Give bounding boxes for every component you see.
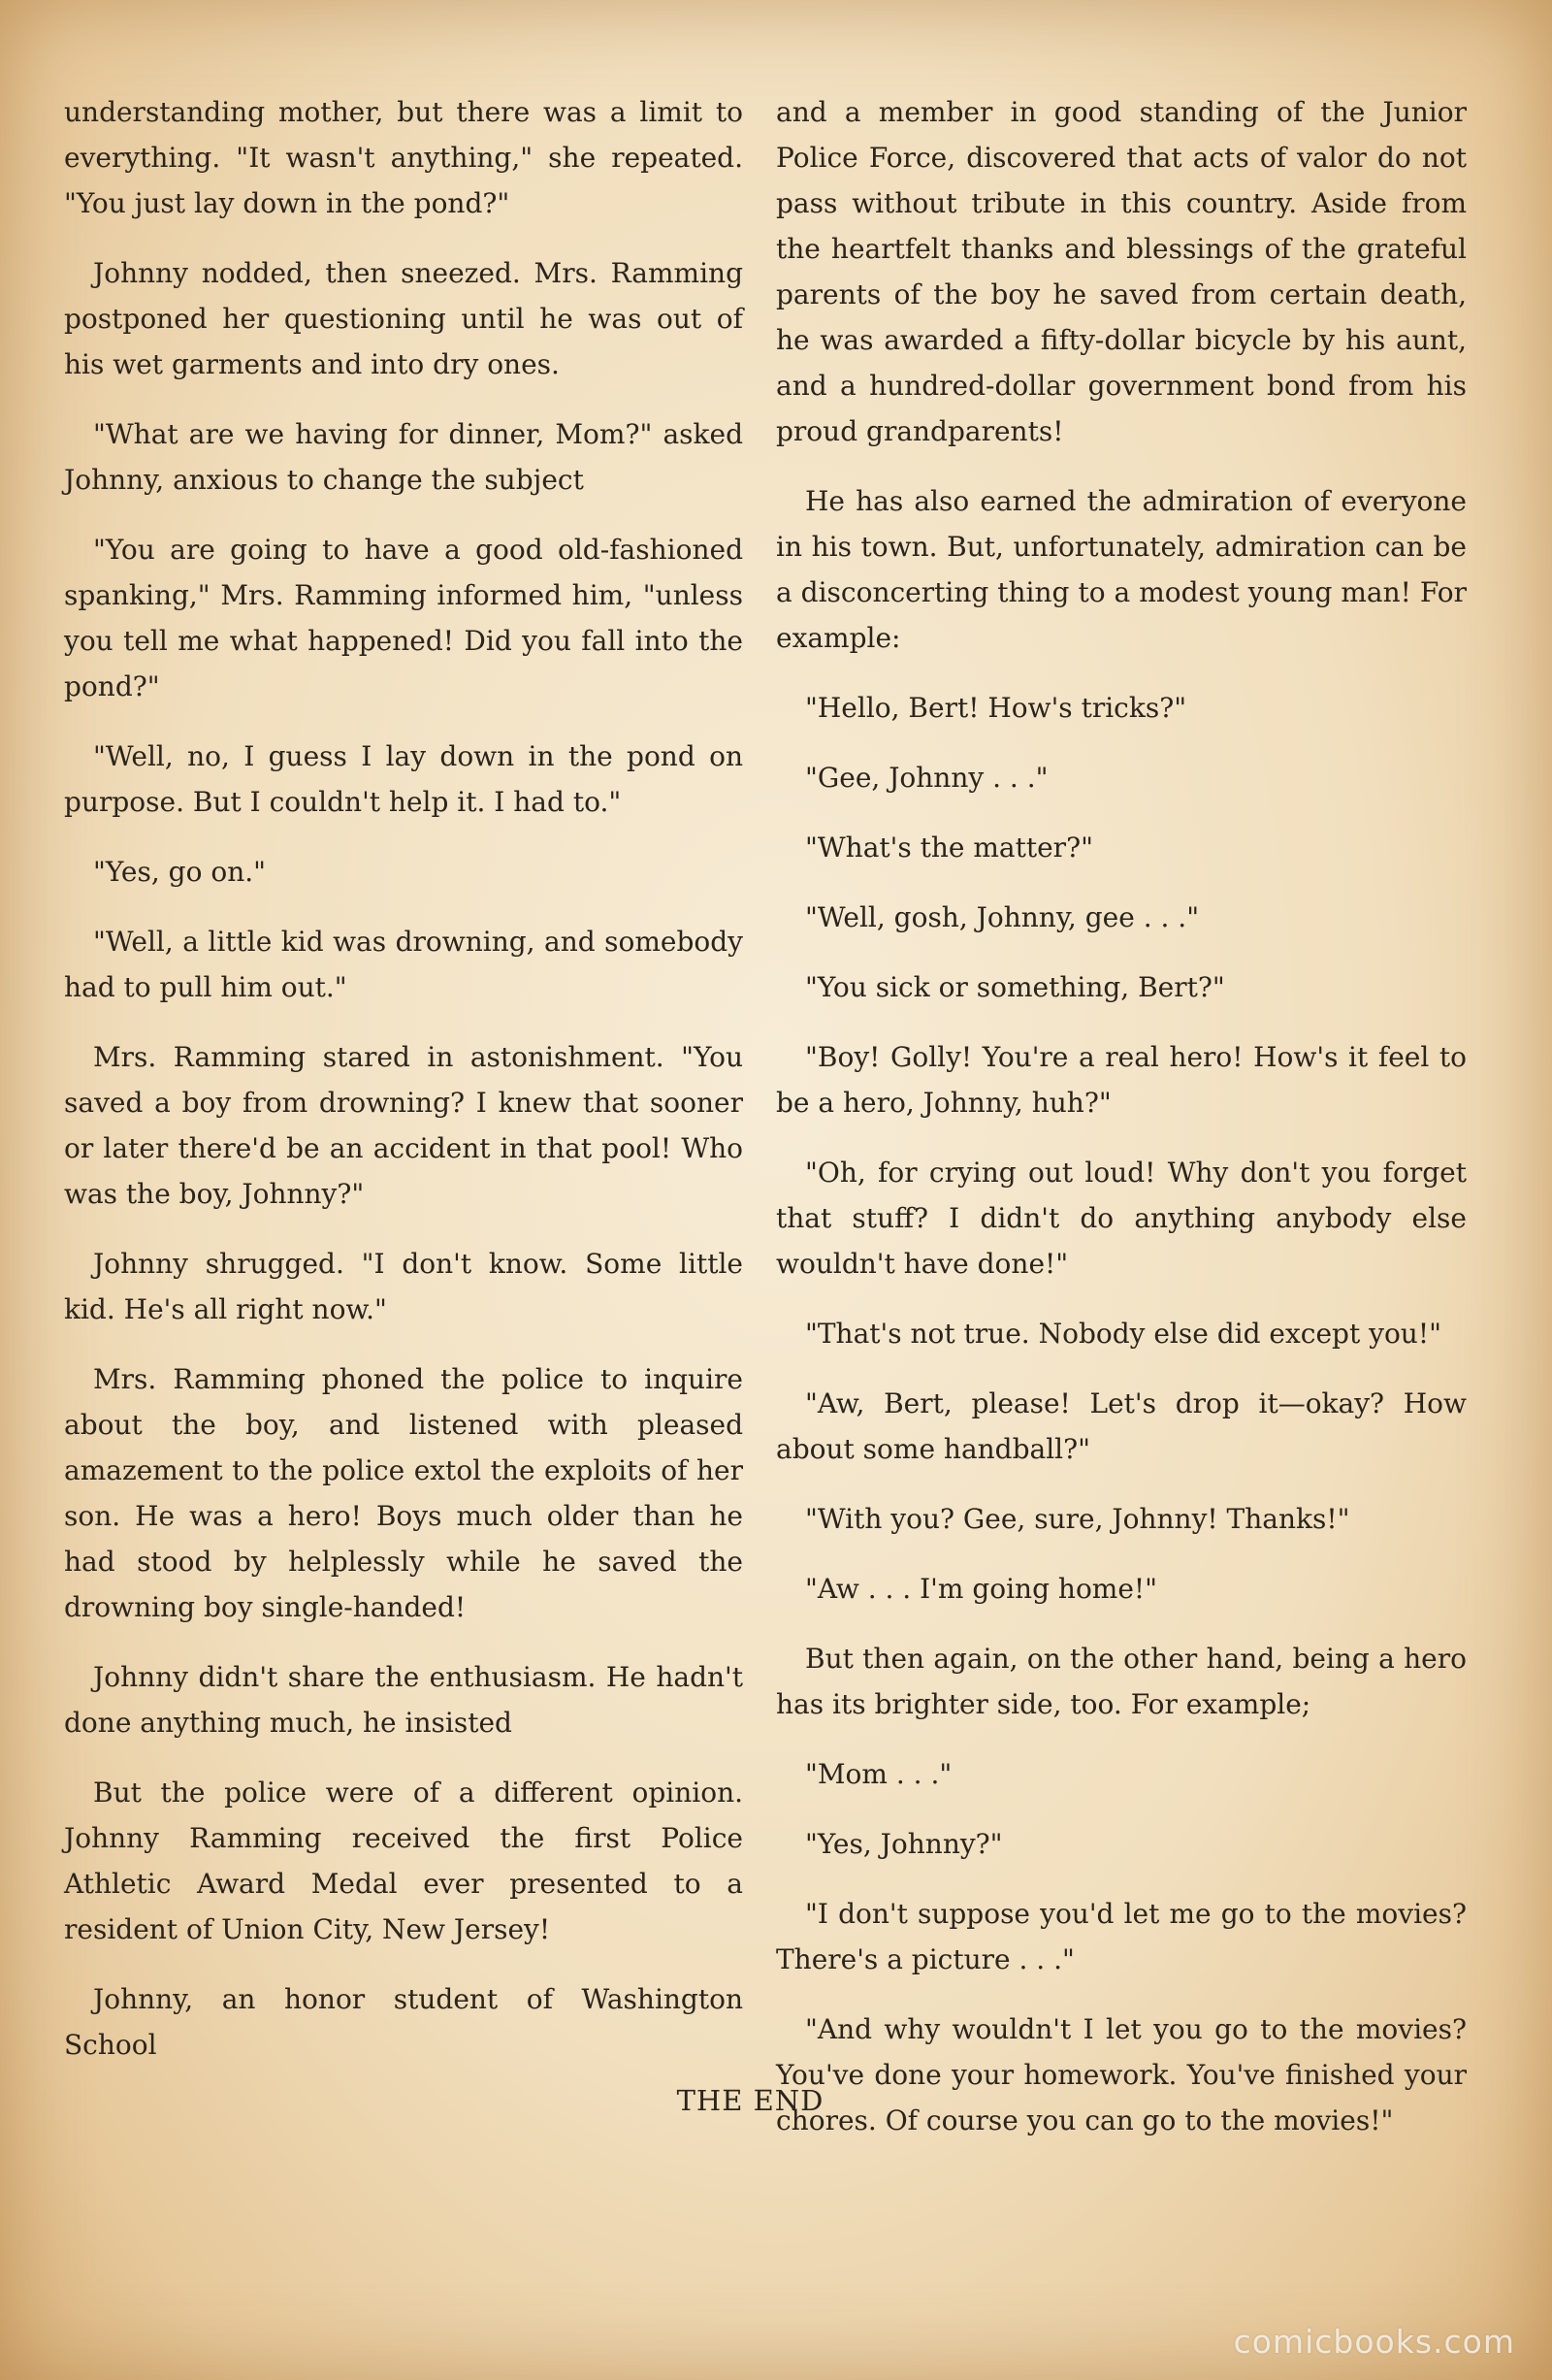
site-watermark: comicbooks.com xyxy=(1233,2323,1515,2361)
paragraph: But then again, on the other hand, being a hero has its brighter side, too. For example; xyxy=(776,1643,1467,1720)
paragraph: "You are going to have a good old-fashioned spanking," Mrs. Ramming informed him, "unless you tell me what happened! Did you fall into the pond?" xyxy=(64,534,743,702)
paragraph: "I don't suppose you'd let me go to the movies? There's a picture . . ." xyxy=(776,1898,1467,1975)
paragraph: "Boy! Golly! You're a real hero! How's it feel to be a hero, Johnny, huh?" xyxy=(776,1041,1467,1119)
paragraph: "You sick or something, Bert?" xyxy=(805,971,1225,1003)
right-text-column xyxy=(776,89,1467,2168)
paragraph: understanding mother, but there was a limit to everything. "It wasn't anything," she repeated. "You just lay down in the pond?" xyxy=(64,96,743,219)
paragraph: "Yes, go on." xyxy=(93,856,267,888)
paragraph: "Mom . . ." xyxy=(805,1758,953,1790)
paragraph: He has also earned the admiration of everyone in his town. But, unfortunately, admiration can be a disconcerting thing to a modest young man! For example: xyxy=(776,485,1467,654)
paragraph: "With you? Gee, sure, Johnny! Thanks!" xyxy=(805,1503,1350,1535)
paragraph: Mrs. Ramming stared in astonishment. "You saved a boy from drowning? I knew that sooner or later there'd be an accident in that pool! Who was the boy, Johnny?" xyxy=(64,1041,743,1210)
paragraph: "Oh, for crying out loud! Why don't you forget that stuff? I didn't do anything anybody else wouldn't have done!" xyxy=(776,1157,1467,1280)
paragraph: "And why wouldn't I let you go to the movies? You've done your homework. You've finished your chores. Of course you can go to the movies!" xyxy=(776,2013,1467,2136)
left-text-column xyxy=(64,89,743,2092)
paragraph: "Yes, Johnny?" xyxy=(805,1828,1003,1860)
paragraph: "Aw . . . I'm going home!" xyxy=(805,1573,1158,1605)
paragraph: "Hello, Bert! How's tricks?" xyxy=(805,692,1187,724)
paragraph: and a member in good standing of the Junior Police Force, discovered that acts of valor do not pass without tribute in this country. Aside from the heartfelt thanks and blessings of the grateful parents of the boy he saved from certain death, he was awarded a fifty-dollar bicycle by his aunt, and a hundred-dollar government bond from his proud grandparents! xyxy=(776,96,1467,447)
paragraph: Johnny nodded, then sneezed. Mrs. Ramming postponed her questioning until he was out of his wet garments and into dry ones. xyxy=(64,257,743,380)
paragraph: Johnny, an honor student of Washington School xyxy=(64,1983,743,2061)
paragraph: "What's the matter?" xyxy=(805,831,1093,864)
paragraph: But the police were of a different opinion. Johnny Ramming received the first Police Athletic Award Medal ever presented to a resident of Union City, New Jersey! xyxy=(64,1777,743,1945)
paragraph: "Well, a little kid was drowning, and somebody had to pull him out." xyxy=(64,926,743,1003)
paragraph: Johnny shrugged. "I don't know. Some little kid. He's all right now." xyxy=(64,1248,743,1325)
paragraph: "Well, gosh, Johnny, gee . . ." xyxy=(805,901,1200,933)
paragraph: "What are we having for dinner, Mom?" asked Johnny, anxious to change the subject xyxy=(64,418,743,496)
paragraph: "Gee, Johnny . . ." xyxy=(805,762,1049,794)
paragraph: Mrs. Ramming phoned the police to inquire about the boy, and listened with pleased amazement to the police extol the exploits of her son. He was a hero! Boys much older than he had stood by helplessly while he saved the drowning boy single-handed! xyxy=(64,1363,743,1623)
the-end-label: THE END xyxy=(676,2084,824,2117)
paragraph: "That's not true. Nobody else did except you!" xyxy=(805,1318,1441,1350)
paragraph: "Aw, Bert, please! Let's drop it—okay? How about some handball?" xyxy=(776,1387,1467,1465)
paragraph: Johnny didn't share the enthusiasm. He hadn't done anything much, he insisted xyxy=(64,1661,743,1739)
paragraph: "Well, no, I guess I lay down in the pond on purpose. But I couldn't help it. I had to." xyxy=(64,740,743,818)
